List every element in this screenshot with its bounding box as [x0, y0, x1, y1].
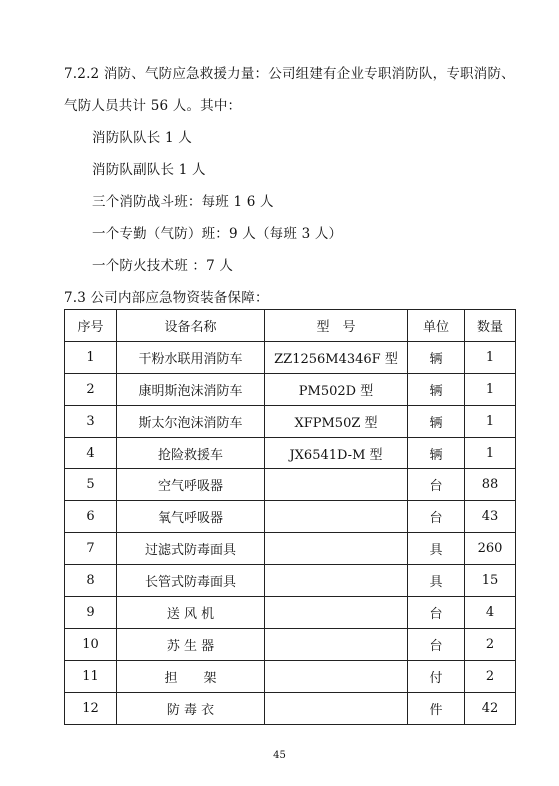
list-item-combat-squads: 三个消防战斗班：每班 1 6 人	[92, 194, 274, 210]
cell-model	[265, 692, 408, 724]
section-7-2-2-line-2: 气防人员共计 56 人。其中：	[64, 98, 242, 114]
cell-serial: 6	[65, 501, 117, 533]
list-item-captain: 消防队队长 1 人	[92, 130, 192, 146]
header-equipment-name: 设备名称	[117, 310, 265, 342]
page-number: 45	[273, 750, 286, 761]
cell-quantity: 1	[465, 373, 516, 405]
cell-model: ZZ1256M4346F 型	[265, 341, 408, 373]
cell-equipment-name: 康明斯泡沫消防车	[117, 373, 265, 405]
header-model: 型 号	[265, 310, 408, 342]
cell-serial: 5	[65, 469, 117, 501]
section-7-2-2-line-1: 7.2.2 消防、气防应急救援力量：公司组建有企业专职消防队，专职消防、	[64, 66, 515, 82]
cell-unit: 辆	[408, 405, 465, 437]
table-row	[65, 628, 516, 660]
cell-serial: 11	[65, 660, 117, 692]
cell-serial: 10	[65, 628, 117, 660]
cell-equipment-name: 过滤式防毒面具	[117, 533, 265, 565]
cell-serial: 4	[65, 437, 117, 469]
table-row	[65, 437, 516, 469]
cell-quantity: 42	[465, 692, 516, 724]
cell-unit: 具	[408, 533, 465, 565]
cell-model: PM502D 型	[265, 373, 408, 405]
table-row	[65, 565, 516, 597]
table-row	[65, 341, 516, 373]
cell-unit: 台	[408, 597, 465, 629]
header-serial: 序号	[65, 310, 117, 342]
table-row	[65, 660, 516, 692]
cell-model: JX6541D-M 型	[265, 437, 408, 469]
header-unit: 单位	[408, 310, 465, 342]
cell-unit: 台	[408, 501, 465, 533]
cell-equipment-name: 担 架	[117, 660, 265, 692]
cell-unit: 付	[408, 660, 465, 692]
cell-quantity: 2	[465, 660, 516, 692]
cell-serial: 9	[65, 597, 117, 629]
cell-model	[265, 660, 408, 692]
cell-equipment-name: 长管式防毒面具	[117, 565, 265, 597]
cell-equipment-name: 抢险救援车	[117, 437, 265, 469]
table-header-row	[65, 310, 516, 342]
cell-model	[265, 533, 408, 565]
cell-equipment-name: 斯太尔泡沫消防车	[117, 405, 265, 437]
cell-model: XFPM50Z 型	[265, 405, 408, 437]
cell-serial: 7	[65, 533, 117, 565]
cell-quantity: 1	[465, 405, 516, 437]
cell-unit: 辆	[408, 373, 465, 405]
table-row	[65, 597, 516, 629]
list-item-vice-captain: 消防队副队长 1 人	[92, 162, 206, 178]
cell-equipment-name: 干粉水联用消防车	[117, 341, 265, 373]
cell-unit: 台	[408, 628, 465, 660]
cell-unit: 具	[408, 565, 465, 597]
cell-unit: 台	[408, 469, 465, 501]
cell-equipment-name: 防 毒 衣	[117, 692, 265, 724]
cell-model	[265, 501, 408, 533]
list-item-gas-defense-squad: 一个专勤（气防）班：9 人（每班 3 人）	[92, 226, 343, 242]
cell-equipment-name: 氧气呼吸器	[117, 501, 265, 533]
cell-serial: 8	[65, 565, 117, 597]
cell-unit: 辆	[408, 437, 465, 469]
cell-model	[265, 597, 408, 629]
cell-quantity: 88	[465, 469, 516, 501]
cell-unit: 辆	[408, 341, 465, 373]
header-quantity: 数量	[465, 310, 516, 342]
cell-serial: 1	[65, 341, 117, 373]
cell-model	[265, 628, 408, 660]
table-row	[65, 692, 516, 724]
cell-quantity: 260	[465, 533, 516, 565]
cell-equipment-name: 送 风 机	[117, 597, 265, 629]
cell-serial: 12	[65, 692, 117, 724]
cell-equipment-name: 苏 生 器	[117, 628, 265, 660]
cell-quantity: 1	[465, 437, 516, 469]
cell-quantity: 15	[465, 565, 516, 597]
cell-model	[265, 469, 408, 501]
cell-serial: 2	[65, 373, 117, 405]
table-row	[65, 469, 516, 501]
table-row	[65, 373, 516, 405]
cell-serial: 3	[65, 405, 117, 437]
cell-quantity: 2	[465, 628, 516, 660]
cell-model	[265, 565, 408, 597]
section-7-3-heading: 7.3 公司内部应急物资装备保障：	[64, 290, 269, 306]
cell-unit: 件	[408, 692, 465, 724]
cell-quantity: 4	[465, 597, 516, 629]
cell-equipment-name: 空气呼吸器	[117, 469, 265, 501]
list-item-fire-prevention-squad: 一个防火技术班 ：7 人	[92, 258, 234, 274]
table-row	[65, 533, 516, 565]
equipment-table	[64, 309, 516, 725]
cell-quantity: 1	[465, 341, 516, 373]
table-row	[65, 405, 516, 437]
cell-quantity: 43	[465, 501, 516, 533]
table-row	[65, 501, 516, 533]
